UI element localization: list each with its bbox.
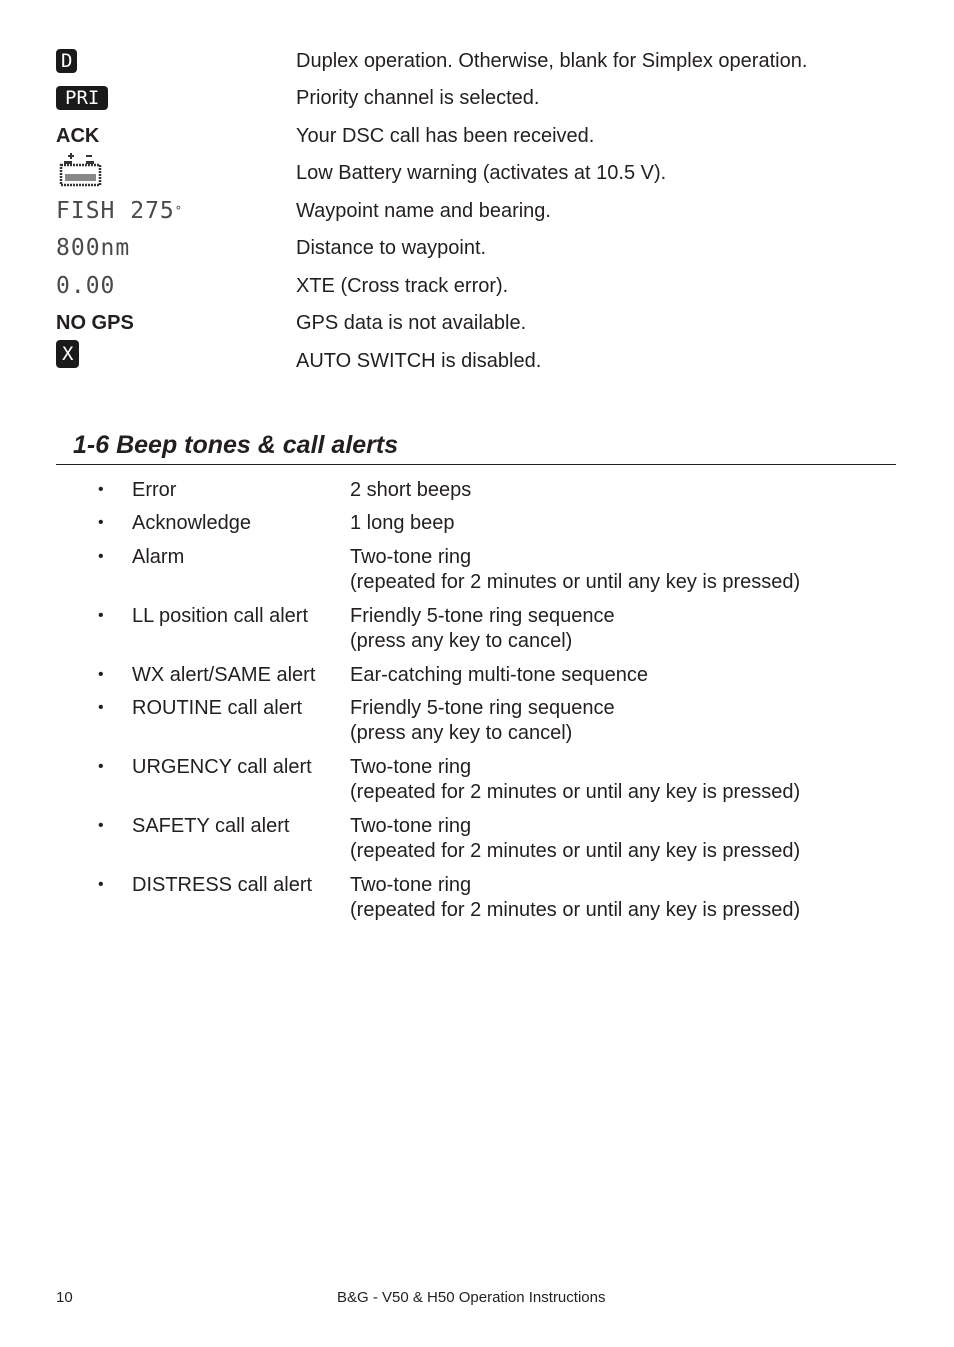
legend-row-no-gps xyxy=(0,308,954,338)
alert-name: ROUTINE call alert xyxy=(132,697,303,719)
duplex-description: Duplex operation. Otherwise, blank for Simplex operation. xyxy=(296,50,808,72)
ack-description: Your DSC call has been received. xyxy=(296,125,595,147)
section-heading: 1-6 Beep tones & call alerts xyxy=(73,431,399,459)
bullet-point: • xyxy=(98,481,104,498)
alert-name: DISTRESS call alert xyxy=(132,874,313,896)
legend-row-auto-switch xyxy=(0,343,954,376)
legend-row-duplex xyxy=(0,46,954,76)
section-divider xyxy=(56,464,896,465)
alert-tone-note: (press any key to cancel) xyxy=(350,630,573,652)
alert-tone: Two-tone ring xyxy=(350,546,472,568)
legend-row-ack xyxy=(0,121,954,151)
alert-tone: 2 short beeps xyxy=(350,479,472,501)
alert-name: Acknowledge xyxy=(132,512,251,534)
alert-name: LL position call alert xyxy=(132,605,309,627)
no-gps-indicator: NO GPS xyxy=(56,311,134,334)
alert-tone: Ear-catching multi-tone sequence xyxy=(350,664,648,686)
alert-tone: Friendly 5-tone ring sequence xyxy=(350,697,615,719)
alert-tone-note: (repeated for 2 minutes or until any key is pressed) xyxy=(350,781,801,803)
bullet-point: • xyxy=(98,666,104,683)
bullet-point: • xyxy=(98,514,104,531)
distance-readout: 800nm xyxy=(56,235,131,261)
low-battery-icon xyxy=(56,152,104,188)
alert-tone: Two-tone ring xyxy=(350,756,472,778)
alert-tone-note: (repeated for 2 minutes or until any key is pressed) xyxy=(350,840,801,862)
alert-name: Error xyxy=(132,479,177,501)
waypoint-readout: FISH 275 xyxy=(56,198,175,224)
auto-switch-disabled-icon: X xyxy=(56,340,79,368)
alert-tone: Two-tone ring xyxy=(350,874,472,896)
bullet-point: • xyxy=(98,876,104,893)
bullet-point: • xyxy=(98,548,104,565)
alert-tone: 1 long beep xyxy=(350,512,455,534)
alert-name: URGENCY call alert xyxy=(132,756,312,778)
alert-name: Alarm xyxy=(132,546,185,568)
legend-row-distance xyxy=(0,233,954,263)
alert-tone: Friendly 5-tone ring sequence xyxy=(350,605,615,627)
bullet-point: • xyxy=(98,607,104,624)
priority-description: Priority channel is selected. xyxy=(296,87,540,109)
legend-row-xte xyxy=(0,271,954,301)
battery-description: Low Battery warning (activates at 10.5 V). xyxy=(296,162,667,184)
duplex-indicator-icon: D xyxy=(56,49,77,73)
legend-row-priority xyxy=(0,83,954,113)
alert-name: WX alert/SAME alert xyxy=(132,664,316,686)
xte-description: XTE (Cross track error). xyxy=(296,275,509,297)
legend-row-battery xyxy=(0,158,954,188)
distance-description: Distance to waypoint. xyxy=(296,237,487,259)
ack-indicator: ACK xyxy=(56,124,100,147)
document-title: B&G - V50 & H50 Operation Instructions xyxy=(337,1289,606,1306)
auto-switch-description: AUTO SWITCH is disabled. xyxy=(296,350,542,372)
priority-indicator-icon: PRI xyxy=(56,86,108,110)
alert-tone: Two-tone ring xyxy=(350,815,472,837)
xte-readout: 0.00 xyxy=(56,273,116,299)
waypoint-description: Waypoint name and bearing. xyxy=(296,200,551,222)
no-gps-description: GPS data is not available. xyxy=(296,312,527,334)
alert-tone-note: (press any key to cancel) xyxy=(350,722,573,744)
bullet-point: • xyxy=(98,758,104,775)
bullet-point: • xyxy=(98,817,104,834)
alert-name: SAFETY call alert xyxy=(132,815,290,837)
degree-symbol: ° xyxy=(174,204,184,218)
bullet-point: • xyxy=(98,699,104,716)
alert-tone-note: (repeated for 2 minutes or until any key is pressed) xyxy=(350,899,801,921)
alert-tone-note: (repeated for 2 minutes or until any key is pressed) xyxy=(350,571,801,593)
page-number: 10 xyxy=(56,1289,73,1306)
legend-row-waypoint xyxy=(0,196,954,226)
